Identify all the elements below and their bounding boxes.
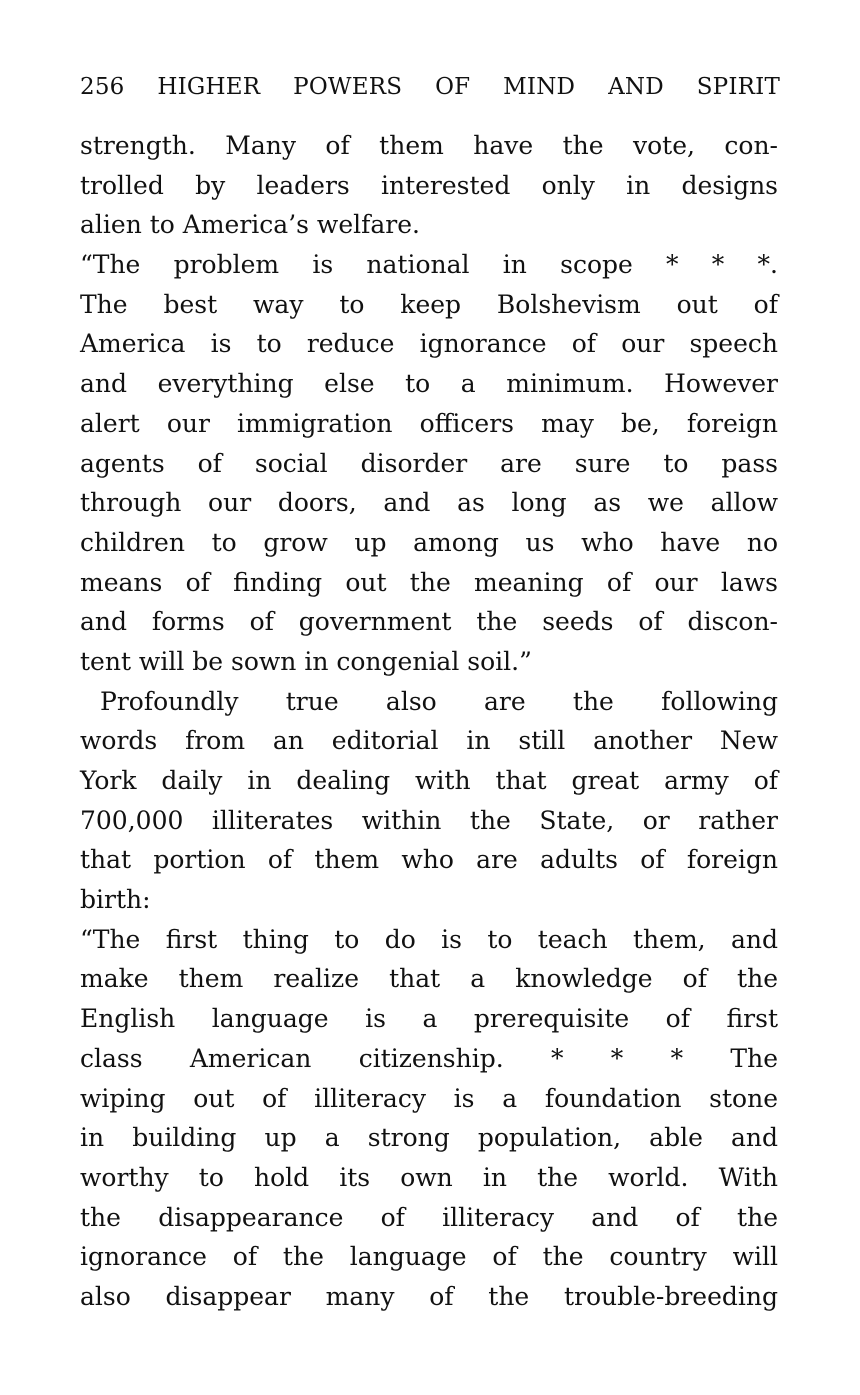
page-body-text (80, 126, 778, 1317)
text-line: through our doors, and as long as we allow (80, 488, 778, 518)
text-line: “The first thing to do is to teach them, and (80, 924, 778, 954)
text-line: children to grow up among us who have no (80, 527, 778, 557)
text-line: wiping out of illiteracy is a foundation stone (80, 1083, 778, 1113)
text-line: alien to America’s welfare. (80, 210, 420, 240)
text-line: strength. Many of them have the vote, con- (80, 131, 778, 160)
text-line: “The problem is national in scope * * *. (80, 250, 778, 280)
text-line: means of finding out the meaning of our laws (80, 567, 778, 597)
text-line: also disappear many of the trouble-breeding (80, 1281, 778, 1311)
text-line: and everything else to a minimum. However (80, 369, 778, 399)
text-line: trolled by leaders interested only in designs (80, 170, 778, 200)
running-title: HIGHER POWERS OF MIND AND SPIRIT (157, 74, 780, 100)
text-line: Profoundly true also are the following (100, 686, 778, 716)
text-line: America is to reduce ignorance of our speech (80, 329, 778, 359)
text-line: York daily in dealing with that great army of (80, 766, 778, 795)
page-number: 256 (80, 74, 125, 100)
text-line: make them realize that a knowledge of the (80, 964, 778, 994)
text-line: worthy to hold its own in the world. With (80, 1162, 778, 1192)
text-line: the disappearance of illiteracy and of the (80, 1202, 778, 1232)
text-line: The best way to keep Bolshevism out of (80, 289, 778, 319)
text-line: ignorance of the language of the country will (80, 1242, 778, 1272)
running-header (80, 74, 780, 100)
text-line: tent will be sown in congenial soil.” (80, 646, 532, 676)
text-line: in building up a strong population, able and (80, 1123, 778, 1153)
text-line: class American citizenship. * * * The (80, 1043, 778, 1073)
text-line: agents of social disorder are sure to pass (80, 448, 778, 478)
text-line: birth: (80, 885, 151, 915)
text-line: that portion of them who are adults of foreign (80, 845, 778, 875)
text-line: and forms of government the seeds of discon- (80, 607, 778, 637)
text-line: 700,000 illiterates within the State, or rather (80, 805, 778, 835)
text-line: English language is a prerequisite of first (80, 1004, 778, 1034)
text-line: words from an editorial in still another New (80, 726, 778, 756)
text-line: alert our immigration officers may be, foreign (80, 408, 778, 438)
